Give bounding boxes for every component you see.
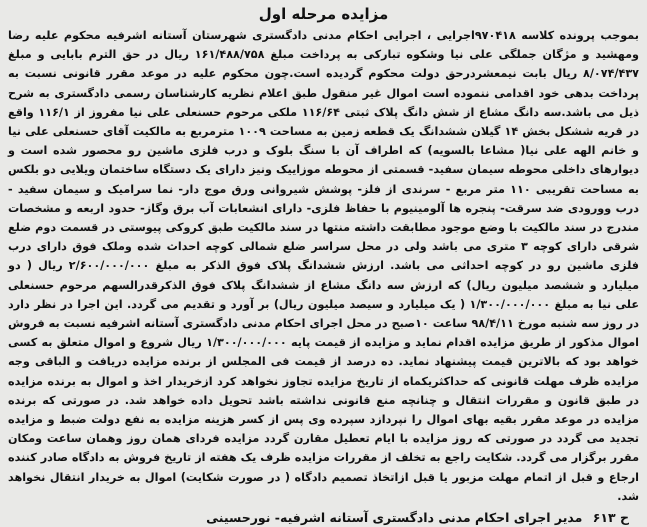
notice-signature xyxy=(8,509,639,527)
notice-code: ح ۶۱۳ xyxy=(592,510,629,526)
signatory: مدیر اجرای احکام مدنی دادگستری آستانه اشرفیه- نورحسینی xyxy=(206,510,583,526)
notice-body: بموجب پرونده کلاسه ۹۷۰۴۱۸اجرایی ، اجرایی احکام مدنی دادگستری شهرستان آستانه اشرفیه محکوم علیه رضا ومهشید و مژگان جملگی علی نیا وشکوه تبارکی به پرداخت مبلغ ۱۶۱/۴۸۸/۷۵۸ ریال در حق الترم بابایی و مبلغ ۸/۰۷۴/۴۳۷ ریال بابت نیمعشردرحق دولت محکوم گردیده است.چون محکوم علیه در موعد مقرر قانونی نسبت به پرداخت بدهی خود اقدامی ننموده است اموال غیر منقول طبق اعلام نظریه کارشناسان رسمی دادگستری به شرح ذیل می باشد.سه دانگ مشاع از شش دانگ پلاک ثبتی ۱۱۶/۶۴ ملکی مرحوم حسنعلی علی نیا مفروز از ۱۱۶/۱ واقع در قریه ششکل بخش ۱۴ گیلان ششدانگ یک قطعه زمین به مساحت ۱۰۰۹ مترمربع به مالکیت آقای حسنعلی علی نیا و خانم الهه علی نیا( مشاعا بالسویه) که اطراف آن با سنگ بلوک و درب فلزی ماشین رو محصور شده است و دیوارهای داخلی محوطه سیمان سفید- قسمتی از محوطه موزاییک ونیز دارای یک دستگاه ساختمان ویلایی دو بلکس به مساحت تقریبی ۱۱۰ متر مربع - سرندی از فلز- پوشش شیروانی ورق موج دار- نما سرامیک و سیمان سفید - درب وورودی ضد سرقت- پنجره ها آلومینیوم با حفاظ فلزی- دارای انشعابات آب برق وگاز- حدود اربعه و مشخصات مندرج در سند مالکیت با وضع موجود مطابقت داشته منتها در سند مالکیت طبق کروکی پیوستی در قسمت دوم ضلع شرقی دارای کوچه ۳ متری می باشد ولی در محل سراسر ضلع شمالی کوچه احداث شده وملک فوق دارای درب فلزی ماشین رو در کوچه احداثی می باشد. ارزش ششدانگ پلاک فوق الذکر به مبلغ ۲/۶۰۰/۰۰۰/۰۰۰ ریال ( دو میلیارد و ششصد میلیون ریال) که ارزش سه دانگ مشاع از ششدانگ پلاک فوق الذکرقدرالسهم مرحوم حسنعلی علی نیا به مبلغ ۱/۳۰۰/۰۰۰/۰۰۰ ( یک میلیارد و سیصد میلیون ریال) بر آورد و تقدیم می گردد. این اجرا در نظر دارد در روز سه شنبه مورخ ۹۸/۴/۱۱ ساعت ۱۰صبح در محل اجرای احکام مدنی دادگستری آستانه اشرفیه نسبت به فروش اموال مذکور از طریق مزایده اقدام نماید و مزایده از قیمت پایه ۱/۳۰۰/۰۰۰/۰۰۰ ریال شروع و اموال متعلق به کسی خواهد بود که بالاترین قیمت پیشنهاد نماید. ده درصد از قیمت فی المجلس از برنده مزایده دریافت و الباقی وجه مزایده ظرف مهلت قانونی که حداکثریکماه از تاریخ مزایده تجاوز نخواهد کرد ازخریدار اخذ و اموال به برنده مزایده در طبق قانون و مقررات انتقال و چنانچه منع قانونی نداشته باشد تحویل داده خواهد شد. در صورتی که برنده مزایده در موعد مقرر بقیه بهای اموال را نپردازد سپرده وی پس از کسر هزینه مزایده به نفع دولت ضبط و مزایده تجدید می گردد در صورتی که روز مزایده با ایام تعطیل مقارن گردد مزایده فردای همان روز وهمان ساعت ومکان مقرر برگزار می گردد. شکایت راجع به تخلف از مقررات مزایده ظرف یک هفته از تاریخ فروش به دادگاه صادر کننده ارجاع و قبل از اتمام مهلت مزبور یا قبل ازاتخاذ تصمیم دادگاه ( در صورت شکایت) اموال به خریدار انتقال نخواهد شد. xyxy=(8,29,640,503)
notice-title: مزایده مرحله اول xyxy=(258,5,389,23)
